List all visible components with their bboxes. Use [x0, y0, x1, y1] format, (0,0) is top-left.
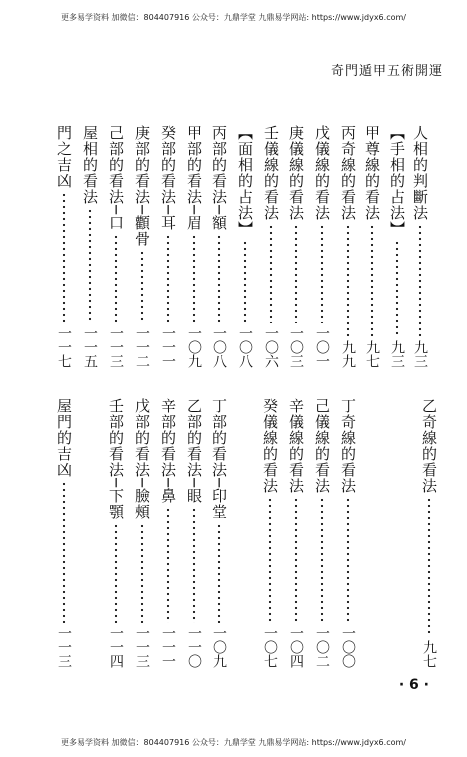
toc-entry-page: 一〇九: [186, 326, 202, 368]
top-banner: 更多易学资料 加微信：804407916 公众号：九鼎学堂 九鼎易学网站: https://www.jdyx6.com/: [61, 13, 406, 22]
toc-entry-title: 壬部的看法─下顎: [107, 398, 125, 521]
toc-entry-title: 庚儀線的看法: [287, 125, 305, 221]
toc-entry-title: 乙奇線的看法: [420, 398, 438, 494]
toc-entry: [54, 398, 74, 668]
toc-entry-title: 己部的看法─口: [107, 125, 125, 232]
toc-entry-title: 屋門的吉凶: [55, 398, 73, 478]
toc-leader-dots: [132, 250, 152, 323]
toc-entry-page: 九七: [364, 340, 380, 368]
toc-entry: [419, 398, 439, 668]
toc-entry: [286, 125, 306, 368]
toc-entry-title: 門之吉凶: [55, 125, 73, 189]
toc-leader-dots: [338, 497, 358, 623]
toc-entry-page: 一〇六: [263, 326, 279, 368]
toc-leader-dots: [387, 240, 407, 337]
toc-entry: [184, 125, 204, 368]
toc-entry-page: 一一三: [56, 626, 72, 668]
toc-entry-title: 丙部的看法─額: [210, 125, 228, 232]
toc-leader-dots: [106, 234, 126, 323]
toc-entry: [261, 125, 281, 368]
bottom-banner: 更多易学资料 加微信：804407916 公众号：九鼎学堂 九鼎易学网站: https://www.jdyx6.com/: [61, 738, 406, 747]
toc-entry-page: 一〇二: [314, 626, 330, 668]
toc-entry-title: 戊部的看法─臉頰: [133, 398, 151, 521]
toc-entry-title: 丙奇線的看法: [339, 125, 357, 221]
page-number: · 6 ·: [398, 677, 429, 693]
toc-entry-title: 己儀線的看法: [313, 398, 331, 494]
toc-entry-title: 甲部的看法─眉: [185, 125, 203, 232]
toc-entry: [312, 398, 332, 668]
toc-entry-title: 丁奇線的看法: [339, 398, 357, 494]
toc-entry: [209, 398, 229, 668]
toc-entry: [132, 125, 152, 368]
toc-leader-dots: [80, 208, 100, 323]
toc-entry-page: 九三: [412, 340, 428, 368]
toc-entry-title: 【手相的占法】: [388, 125, 406, 237]
toc-leader-dots: [54, 192, 74, 323]
toc-entry-title: 庚部的看法─顴骨: [133, 125, 151, 248]
toc-entry-title: 【面相的占法】: [236, 125, 254, 237]
toc-entry: [312, 125, 332, 368]
toc-entry: [54, 125, 74, 368]
toc-entry: [106, 398, 126, 668]
toc-leader-dots: [235, 240, 255, 323]
toc-entry-page: 一一三: [108, 326, 124, 368]
toc-entry-title: 丁部的看法─印堂: [210, 398, 228, 521]
toc-leader-dots: [209, 234, 229, 323]
toc-entry-title: 癸部的看法─耳: [159, 125, 177, 232]
toc-entry-title: 癸儀線的看法: [261, 398, 279, 494]
toc-leader-dots: [410, 224, 430, 337]
toc-leader-dots: [184, 234, 204, 323]
toc-entry: [338, 398, 358, 668]
toc-leader-dots: [158, 234, 178, 323]
toc-entry: [80, 125, 100, 368]
toc-entry-page: 一〇九: [211, 626, 227, 668]
toc-leader-dots: [286, 224, 306, 323]
toc-entry-page: 一〇八: [237, 326, 253, 368]
toc-entry: [362, 125, 382, 368]
toc-leader-dots: [312, 224, 332, 323]
toc-leader-dots: [338, 224, 358, 337]
toc-leader-dots: [362, 224, 382, 337]
toc-entry: [132, 398, 152, 668]
toc-entry-page: 一〇四: [288, 626, 304, 668]
toc-entry-title: 人相的判斷法: [411, 125, 429, 221]
toc-entry-title: 甲尊線的看法: [363, 125, 381, 221]
toc-entry: [209, 125, 229, 368]
toc-entry-page: 一一四: [108, 626, 124, 668]
toc-entry-page: 九三: [389, 340, 405, 368]
toc-entry-page: 一一〇: [186, 626, 202, 668]
toc-entry-title: 壬儀線的看法: [262, 125, 280, 221]
toc-entry-title: 屋相的看法: [81, 125, 99, 205]
toc-entry-page: 一一五: [82, 326, 98, 368]
toc-entry: [158, 398, 178, 668]
toc-entry: [260, 398, 280, 668]
toc-entry: [286, 398, 306, 668]
toc-entry-title: 乙部的看法─眼: [185, 398, 203, 505]
toc-entry-page: 一一七: [56, 326, 72, 368]
toc-entry: [106, 125, 126, 368]
toc-entry-page: 一〇三: [288, 326, 304, 368]
toc-entry-title: 辛儀線的看法: [287, 398, 305, 494]
toc-leader-dots: [106, 523, 126, 623]
toc-leader-dots: [209, 523, 229, 623]
toc-leader-dots: [158, 507, 178, 623]
toc-entry-page: 一〇七: [262, 626, 278, 668]
toc-entry: [338, 125, 358, 368]
toc-leader-dots: [261, 224, 281, 323]
toc-entry-page: 一一一: [160, 326, 176, 368]
toc-entry-page: 九九: [340, 340, 356, 368]
toc-entry-page: 九七: [421, 640, 437, 668]
toc-entry-page: 一〇〇: [340, 626, 356, 668]
toc-entry-page: 一一一: [160, 626, 176, 668]
toc-leader-dots: [54, 481, 74, 623]
toc-entry-page: 一一三: [134, 626, 150, 668]
toc-leader-dots: [312, 497, 332, 623]
toc-entry: [235, 125, 255, 368]
toc-entry: [158, 125, 178, 368]
toc-entry: [184, 398, 204, 668]
toc-leader-dots: [260, 497, 280, 623]
toc-entry-page: 一〇八: [211, 326, 227, 368]
toc-leader-dots: [132, 523, 152, 623]
toc-entry-page: 一一二: [134, 326, 150, 368]
toc-entry-page: 一〇一: [314, 326, 330, 368]
toc-entry-title: 辛部的看法─鼻: [159, 398, 177, 505]
toc-entry-title: 戊儀線的看法: [313, 125, 331, 221]
toc-entry: [410, 125, 430, 368]
toc-leader-dots: [419, 497, 439, 637]
toc-leader-dots: [286, 497, 306, 623]
book-title: 奇門遁甲五術開運: [330, 64, 443, 79]
toc-entry: [387, 125, 407, 368]
toc-leader-dots: [184, 507, 204, 623]
